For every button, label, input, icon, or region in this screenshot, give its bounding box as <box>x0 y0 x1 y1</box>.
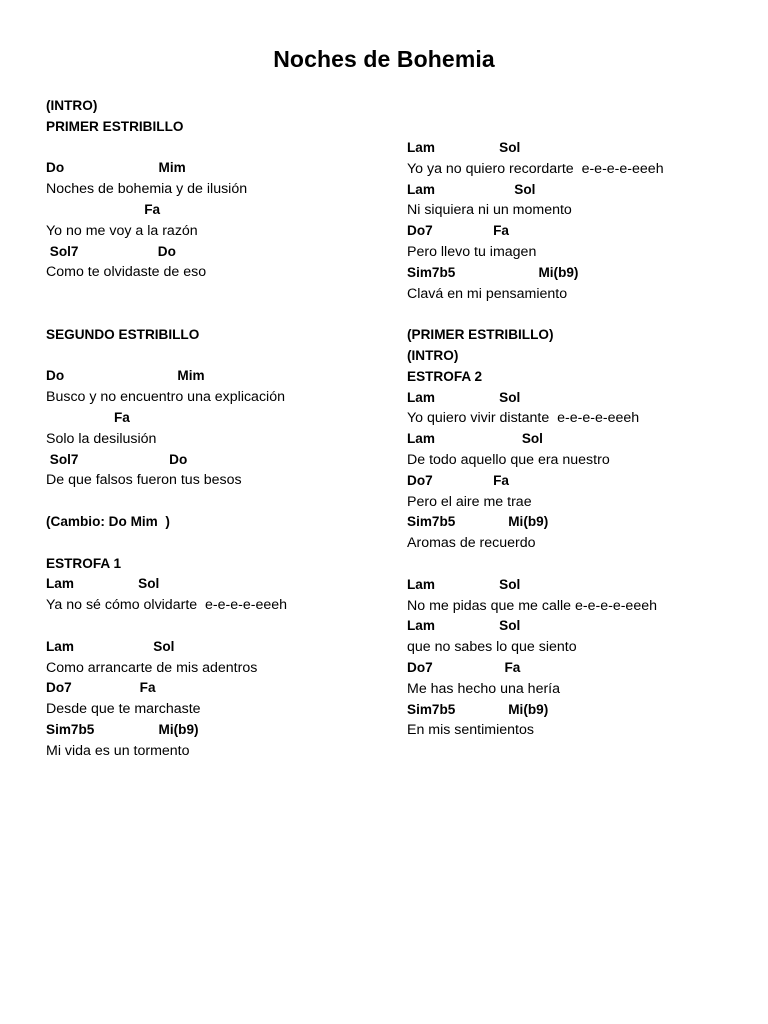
chord-or-heading-line: Do7 Fa <box>407 223 509 239</box>
chord-or-heading-line: Lam Sol <box>407 576 521 592</box>
blank-line <box>46 616 287 637</box>
chord-or-heading-line: Do7 Fa <box>46 680 156 696</box>
chord-or-heading-line: Lam Sol <box>407 181 536 197</box>
chord-or-heading-line: Fa <box>46 409 130 425</box>
chord-or-heading-line: Lam Sol <box>407 618 521 634</box>
chord-or-heading-line: Sim7b5 Mi(b9) <box>407 264 579 280</box>
lyric-line: Ya no sé cómo olvidarte e-e-e-e-eeeh <box>46 597 288 614</box>
lyric-line: Aromas de recuerdo <box>407 535 536 552</box>
lyric-line: En mis sentimientos <box>407 722 534 739</box>
lyric-line: Clavá en mi pensamiento <box>407 285 568 302</box>
blank-line <box>46 283 287 304</box>
chord-or-heading-line: (PRIMER ESTRIBILLO) <box>407 327 554 343</box>
chord-or-heading-line: (INTRO) <box>407 347 459 363</box>
lyric-line: Busco y no encuentro una explicación <box>46 389 285 406</box>
blank-line <box>46 346 287 367</box>
lyric-line: Me has hecho una hería <box>407 680 561 697</box>
chord-or-heading-line: Lam Sol <box>407 431 543 447</box>
chord-or-heading-line: ESTROFA 1 <box>46 555 122 571</box>
lyric-line: No me pidas que me calle e-e-e-e-eeeh <box>407 597 657 614</box>
lyric-line: Yo no me voy a la razón <box>46 222 198 239</box>
chord-or-heading-line: Lam Sol <box>46 638 175 654</box>
blank-line <box>407 304 664 325</box>
right-column <box>407 138 664 741</box>
blank-line <box>46 533 287 554</box>
chord-or-heading-line: Sol7 Do <box>46 243 176 259</box>
chord-or-heading-line: Sim7b5 Mi(b9) <box>407 514 549 530</box>
blank-line <box>46 304 287 325</box>
lyric-line: De todo aquello que era nuestro <box>407 451 610 468</box>
chord-or-heading-line: ESTROFA 2 <box>407 368 483 384</box>
chord-or-heading-line: Do7 Fa <box>407 659 521 675</box>
lyric-line: Como arrancarte de mis adentros <box>46 659 258 676</box>
chord-or-heading-line: (Cambio: Do Mim ) <box>46 513 170 529</box>
chord-or-heading-line: Do7 Fa <box>407 472 509 488</box>
lyric-line: Yo ya no quiero recordarte e-e-e-e-eeeh <box>407 160 664 177</box>
lyric-line: Noches de bohemia y de ilusión <box>46 181 248 198</box>
lyric-line: que no sabes lo que siento <box>407 639 577 656</box>
chord-or-heading-line: Lam Sol <box>407 389 521 405</box>
chord-or-heading-line: Sim7b5 Mi(b9) <box>407 701 549 717</box>
lyric-line: Mi vida es un tormento <box>46 742 190 759</box>
chord-or-heading-line: SEGUNDO ESTRIBILLO <box>46 326 200 342</box>
lyric-line: Pero llevo tu imagen <box>407 243 537 260</box>
lyric-line: Solo la desilusión <box>46 430 157 447</box>
chord-or-heading-line: Sol7 Do <box>46 451 188 467</box>
lyric-line: Ni siquiera ni un momento <box>407 202 572 219</box>
chord-or-heading-line: Do Mim <box>46 160 186 176</box>
chord-or-heading-line: Sim7b5 Mi(b9) <box>46 721 199 737</box>
chord-or-heading-line: Do Mim <box>46 368 205 384</box>
lyric-line: Pero el aire me trae <box>407 493 532 510</box>
chord-or-heading-line: PRIMER ESTRIBILLO <box>46 118 184 134</box>
lyric-line: Yo quiero vivir distante e-e-e-e-eeeh <box>407 410 640 427</box>
chord-or-heading-line: Fa <box>46 201 161 217</box>
chord-or-heading-line: Lam Sol <box>46 576 160 592</box>
song-title: Noches de Bohemia <box>273 46 495 72</box>
lyric-line: De que falsos fueron tus besos <box>46 472 242 489</box>
blank-line <box>46 138 287 159</box>
chord-or-heading-line: (INTRO) <box>46 98 98 113</box>
lyric-line: Desde que te marchaste <box>46 701 201 718</box>
left-column <box>46 96 287 762</box>
blank-line <box>46 491 287 512</box>
chord-or-heading-line: Lam Sol <box>407 140 521 155</box>
lyric-line: Como te olvidaste de eso <box>46 264 207 281</box>
blank-line <box>407 554 664 575</box>
